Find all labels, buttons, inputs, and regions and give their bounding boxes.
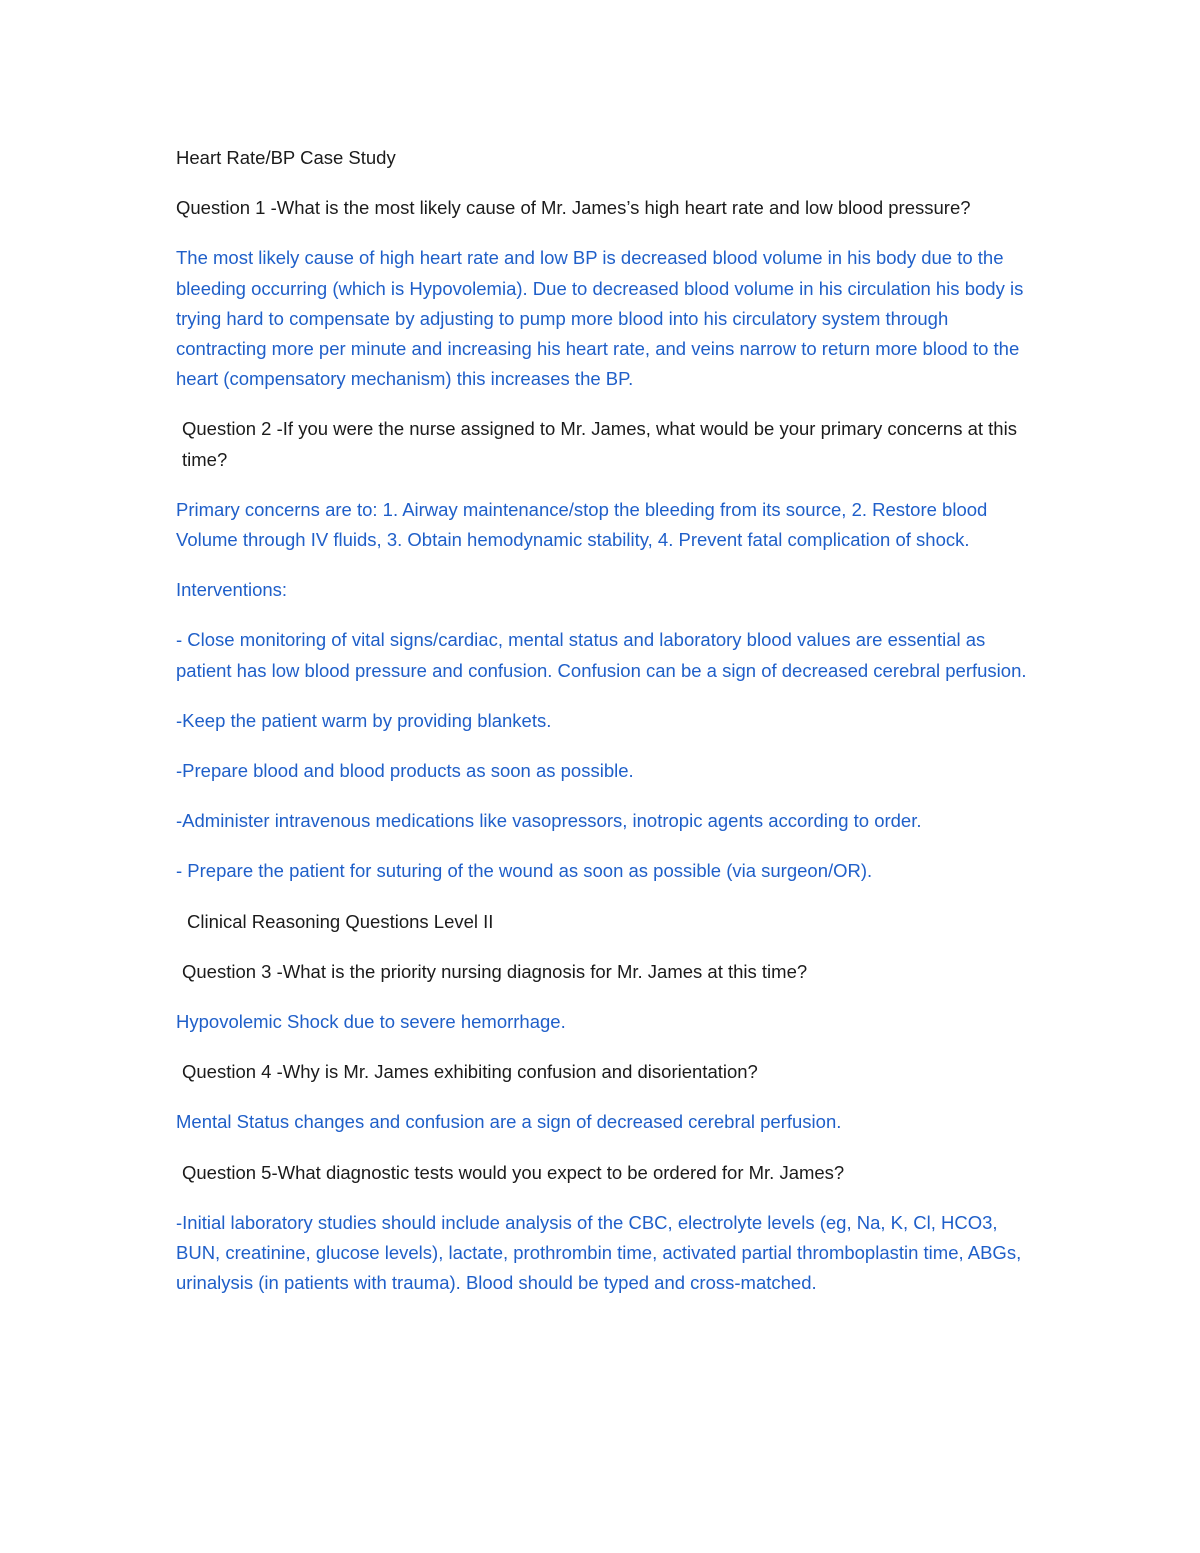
answer-5: -Initial laboratory studies should include analysis of the CBC, electrolyte levels (eg, Na, K, Cl, HCO3, BUN, creatinine, glucose levels), lactate, prothrombin time, activated partial thromboplastin time, ABGs, urinalysis (in patients with trauma). Blood should be typed and cross-matched.: [176, 1211, 1022, 1294]
question-1: Question 1 -What is the most likely cause of Mr. James’s high heart rate and low blood pressure?: [176, 197, 971, 219]
answer-3: Hypovolemic Shock due to severe hemorrhage.: [176, 1011, 566, 1033]
question-3: Question 3 -What is the priority nursing diagnosis for Mr. James at this time?: [182, 960, 808, 982]
intervention-item: -Keep the patient warm by providing blankets.: [176, 709, 552, 731]
answer-4: Mental Status changes and confusion are a sign of decreased cerebral perfusion.: [176, 1111, 842, 1133]
answer-2: Primary concerns are to: 1. Airway maintenance/stop the bleeding from its source, 2. Restore blood Volume through IV fluids, 3. Obtain hemodynamic stability, 4. Prevent fatal complication of shock.: [176, 498, 988, 551]
question-4: Question 4 -Why is Mr. James exhibiting confusion and disorientation?: [182, 1061, 758, 1083]
section-heading: Clinical Reasoning Questions Level II: [187, 910, 494, 932]
intervention-item: -Prepare blood and blood products as soon as possible.: [176, 760, 634, 782]
document-title: Heart Rate/BP Case Study: [176, 147, 396, 168]
question-2: Question 2 -If you were the nurse assigned to Mr. James, what would be your primary concerns at this time?: [182, 418, 1017, 470]
question-5: Question 5-What diagnostic tests would you expect to be ordered for Mr. James?: [182, 1161, 845, 1183]
interventions-label: Interventions:: [176, 579, 288, 601]
document-body: [176, 143, 1036, 1318]
intervention-item: - Close monitoring of vital signs/cardiac, mental status and laboratory blood values are essential as patient has low blood pressure and confusion. Confusion can be a sign of decreased cerebral perfusion.: [176, 629, 1027, 681]
intervention-item: - Prepare the patient for suturing of the wound as soon as possible (via surgeon/OR).: [176, 860, 873, 882]
answer-1: The most likely cause of high heart rate and low BP is decreased blood volume in his body due to the bleeding occurring (which is Hypovolemia). Due to decreased blood volume in his circulation his body is trying hard to compensate by adjusting to pump more blood into his circulatory system through contracting more per minute and increasing his heart rate, and veins narrow to return more blood to the heart (compensatory mechanism) this increases the BP.: [176, 247, 1024, 390]
intervention-item: -Administer intravenous medications like vasopressors, inotropic agents according to order.: [176, 810, 922, 832]
